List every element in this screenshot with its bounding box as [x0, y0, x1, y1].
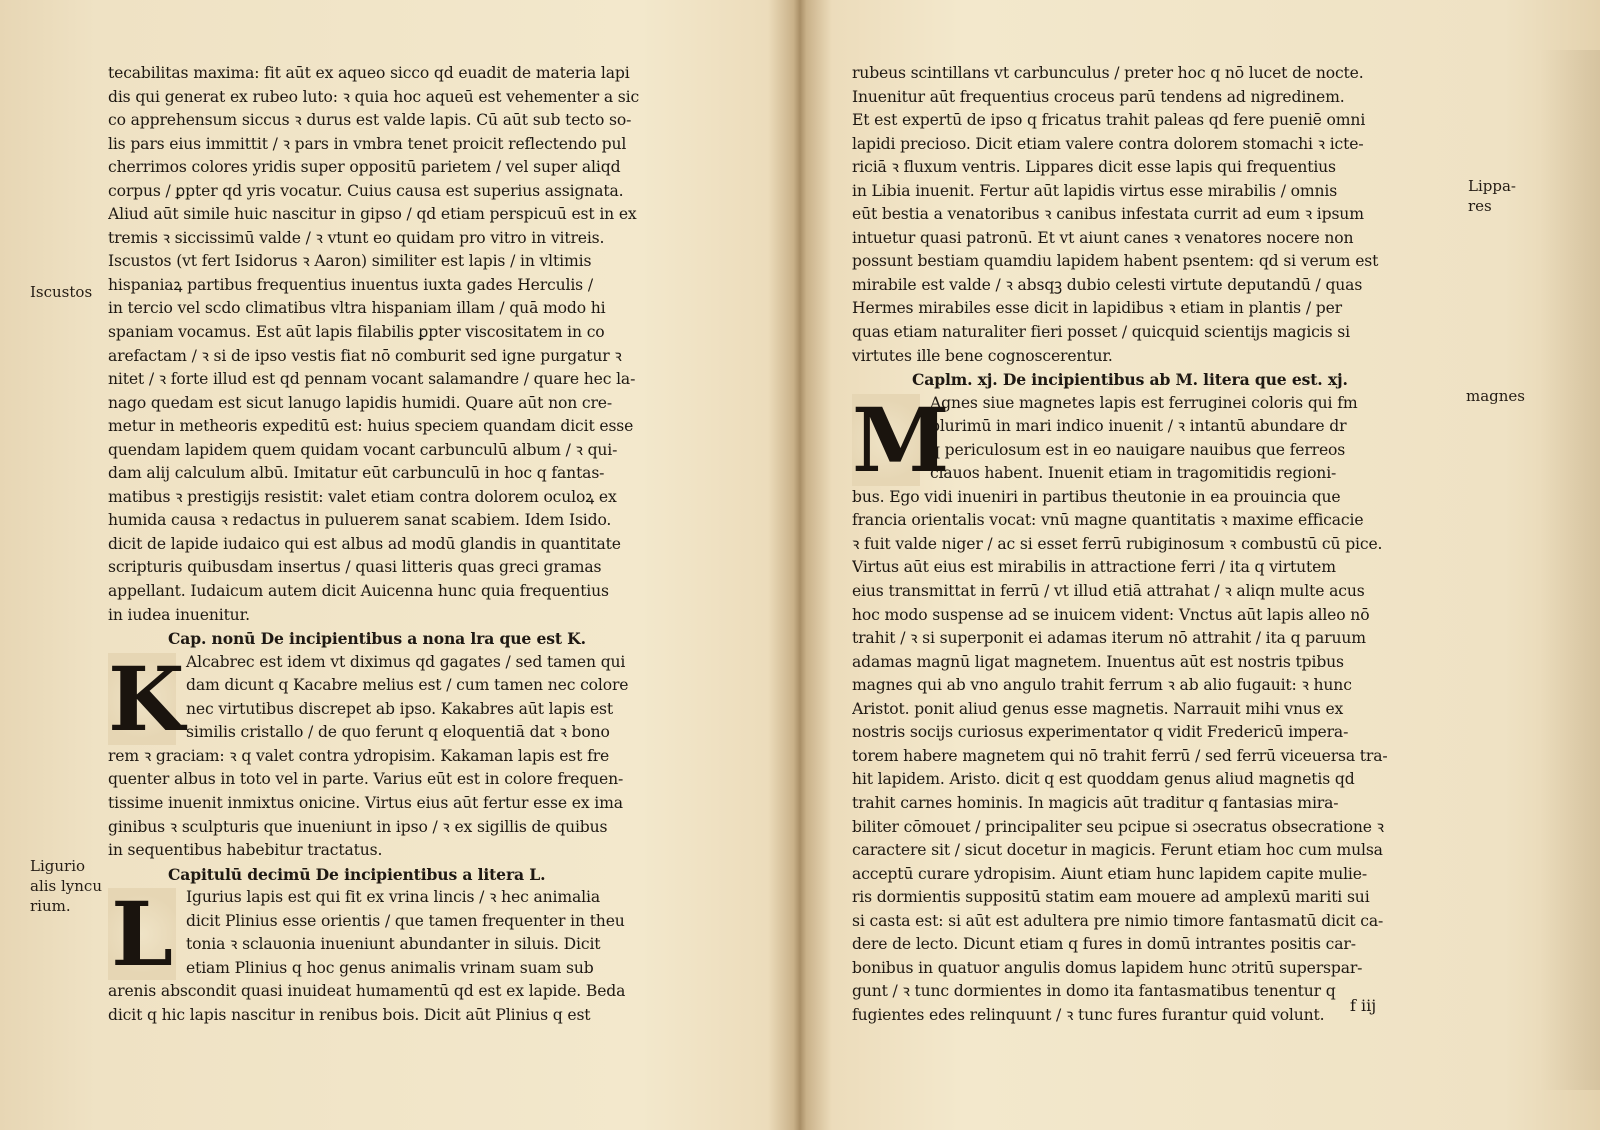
- text-line: virtutes ille bene cognoscerentur.: [852, 346, 1113, 365]
- text-line: magnes qui ab vno angulo trahit ferrum ꝛ ab alio fugauit: ꝛ hunc: [852, 676, 1352, 695]
- drop-cap-initial: L: [108, 888, 176, 980]
- text-line: hoc modo suspense ad se inuicem vident: Vnctus aūt lapis alleo nō: [852, 605, 1370, 624]
- text-line: in iudea inuenitur.: [108, 605, 250, 624]
- text-line: tecabilitas maxima: fit aūt ex aqueo sicco qd euadit de materia lapi: [108, 64, 630, 82]
- text-line: riciā ꝛ fluxum ventris. Lippares dicit esse lapis qui frequentius: [852, 158, 1336, 177]
- text-line: intuetur quasi patronū. Et vt aiunt canes ꝛ venatores nocere non: [852, 228, 1354, 247]
- text-line: fugientes edes relinquunt / ꝛ tunc fures furantur quid volunt.: [852, 1005, 1325, 1024]
- text-line: Inuenitur aūt frequentius croceus parū tendens ad nigredinem.: [852, 87, 1345, 106]
- text-line: Hermes mirabiles esse dicit in lapidibus ꝛ etiam in plantis / per: [852, 299, 1342, 318]
- text-line: Igurius lapis est qui fit ex vrina lincis / ꝛ hec animalia: [186, 888, 600, 907]
- text-line: possunt bestiam quamdiu lapidem habent psentem: qd si verum est: [852, 252, 1379, 271]
- text-line: eius transmittat in ferrū / vt illud etiā attrahat / ꝛ aliqn multe acus: [852, 582, 1365, 601]
- text-line: matibus ꝛ prestigijs resistit: valet etiam contra dolorem oculoꝝ ex: [108, 487, 617, 506]
- text-line: lis pars eius immittit / ꝛ pars in vmbra tenet proicit reflectendo pul: [108, 134, 627, 153]
- text-line: biliter cōmouet / principaliter seu pcipue si ɔsecratus obsecratione ꝛ: [852, 817, 1384, 836]
- next-page-edge: [1540, 50, 1600, 1090]
- text-line: caractere sit / sicut docetur in magicis. Ferunt etiam hoc cum mulsa: [852, 841, 1383, 860]
- text-line: tremis ꝛ siccissimū valde / ꝛ vtunt eo quidam pro vitro in vitreis.: [108, 228, 605, 247]
- text-line: ginibus ꝛ sculpturis que inueniunt in ipso / ꝛ ex sigillis de quibus: [108, 817, 608, 836]
- text-line: Alcabrec est idem vt diximus qd gagates / sed tamen qui: [186, 652, 626, 671]
- text-line: dam dicunt q Kacabre melius est / cum tamen nec colore: [186, 676, 629, 695]
- text-line: Aristot. ponit aliud genus esse magnetis. Narrauit mihi vnus ex: [852, 699, 1344, 718]
- text-line: appellant. Iudaicum autem dicit Auicenna hunc quia frequentius: [108, 582, 609, 601]
- text-line: Agnes siue magnetes lapis est ferruginei coloris qui fm: [930, 393, 1358, 412]
- drop-cap-initial: K: [108, 646, 185, 751]
- text-line: nostris socijs curiosus experimentator q vidit Fredericū impera-: [852, 723, 1349, 742]
- drop-cap-initial: M: [852, 387, 950, 492]
- text-line: acceptū curare ydropisim. Aiunt etiam hunc lapidem capite mulie-: [852, 864, 1367, 883]
- margin-note-magnes: magnes: [1466, 387, 1526, 405]
- chapter-heading: Caplm. xj. De incipientibus ab M. litera que est. xj.: [912, 370, 1348, 390]
- text-line: torem habere magnetem qui nō trahit ferrū / sed ferrū viceuersa tra-: [852, 746, 1388, 765]
- text-line: quas etiam naturaliter fieri posset / quicquid scientijs magicis si: [852, 323, 1350, 342]
- text-line: etiam Plinius q hoc genus animalis vrinam suam sub: [186, 958, 594, 977]
- text-line: rem ꝛ graciam: ꝛ q valet contra ydropisim. Kakaman lapis est fre: [108, 746, 610, 765]
- text-line: dere de lecto. Dicunt etiam q fures in domū intrantes positis car-: [852, 935, 1356, 954]
- text-line: eūt bestia a venatoribus ꝛ canibus infestata currit ad eum ꝛ ipsum: [852, 205, 1364, 224]
- text-line: nec virtutibus discrepet ab ipso. Kakabres aūt lapis est: [186, 699, 614, 718]
- text-line: trahit / ꝛ si superponit ei adamas iterum nō attrahit / ita q paruum: [852, 629, 1366, 648]
- chapter-heading: Cap. nonū De incipientibus a nona lra que est K.: [168, 629, 586, 649]
- text-line: tissime inuenit inmixtus onicine. Virtus eius aūt fertur esse ex ima: [108, 793, 623, 812]
- text-line: nago quedam est sicut lanugo lapidis humidi. Quare aūt non cre-: [108, 393, 613, 412]
- text-line: dam alij calculum albū. Imitatur eūt carbunculū in hoc q fantas-: [108, 464, 605, 483]
- text-line: dicit de lapide iudaico qui est albus ad modū glandis in quantitate: [108, 534, 621, 553]
- text-line: in sequentibus habebitur tractatus.: [108, 841, 383, 860]
- text-line: metur in metheoris expeditū est: huius speciem quandam dicit esse: [108, 417, 634, 436]
- text-line: si casta est: si aūt est adultera pre nimio timore fantasmatū dicit ca-: [852, 911, 1384, 930]
- text-line: in tercio vel scdo climatibus vltra hispaniam illam / quā modo hi: [108, 299, 606, 318]
- text-line: ris dormientis suppositū statim eam mouere ad amplexū mariti sui: [852, 888, 1370, 907]
- text-line: spaniam vocamus. Est aūt lapis filabilis ꝑpter viscositatem in co: [108, 323, 605, 342]
- text-line: bonibus in quatuor angulis domus lapidem hunc ɔtritū superspar-: [852, 958, 1363, 977]
- text-line: similis cristallo / de quo ferunt q eloquentiā dat ꝛ bono: [186, 723, 610, 742]
- left-text-column: [108, 62, 723, 1027]
- folio-signature: f iij: [1350, 996, 1377, 1015]
- text-line: rubeus scintillans vt carbunculus / preter hoc q nō lucet de nocte.: [852, 64, 1364, 82]
- right-text-column: [852, 62, 1452, 1027]
- text-line: clauos habent. Inuenit etiam in tragomitidis regioni-: [930, 464, 1337, 483]
- text-line: plurimū in mari indico inuenit / ꝛ intantū abundare dr: [930, 417, 1347, 436]
- text-line: nitet / ꝛ forte illud est qd pennam vocant salamandre / quare hec la-: [108, 370, 636, 389]
- text-line: hispaniaꝝ partibus frequentius inuentus iuxta gades Herculis /: [108, 275, 593, 294]
- text-line: corpus / ꝑpter qd yris vocatur. Cuius causa est superius assignata.: [108, 181, 624, 200]
- text-line: humida causa ꝛ redactus in puluerem sanat scabiem. Idem Isido.: [108, 511, 612, 530]
- margin-note-lippares: Lippa- res: [1468, 177, 1516, 215]
- text-line: bus. Ego vidi inueniri in partibus theutonie in ea prouincia que: [852, 487, 1341, 506]
- text-line: q periculosum est in eo nauigare nauibus que ferreos: [930, 440, 1346, 459]
- right-page: [790, 0, 1600, 1130]
- text-line: gunt / ꝛ tunc dormientes in domo ita fantasmatibus tenentur q: [852, 982, 1336, 1001]
- text-line: tonia ꝛ sclauonia inueniunt abundanter in siluis. Dicit: [186, 935, 601, 954]
- text-line: dis qui generat ex rubeo luto: ꝛ quia hoc aqueū est vehementer a sic: [108, 87, 640, 106]
- text-line: dicit Plinius esse orientis / que tamen frequenter in theu: [186, 911, 625, 930]
- text-line: cherrimos colores yridis super oppositū parietem / vel super aliqd: [108, 158, 621, 177]
- chapter-heading: Capitulū decimū De incipientibus a litera L.: [168, 864, 546, 884]
- text-line: Iscustos (vt fert Isidorus ꝛ Aaron) similiter est lapis / in vltimis: [108, 252, 592, 271]
- text-line: Aliud aūt simile huic nascitur in gipso / qd etiam perspicuū est in ex: [108, 205, 637, 224]
- text-line: in Libia inuenit. Fertur aūt lapidis virtus esse mirabilis / omnis: [852, 181, 1338, 200]
- text-line: Et est expertū de ipso q fricatus trahit paleas qd fere pueniē omni: [852, 111, 1366, 130]
- text-line: lapidi precioso. Dicit etiam valere contra dolorem stomachi ꝛ icte-: [852, 134, 1364, 153]
- left-page: [0, 0, 790, 1130]
- text-line: adamas magnū ligat magnetem. Inuentus aūt est nostris tpibus: [852, 652, 1344, 671]
- text-line: quendam lapidem quem quidam vocant carbunculū album / ꝛ qui-: [108, 440, 618, 459]
- text-line: ꝛ fuit valde niger / ac si esset ferrū rubiginosum ꝛ combustū cū pice.: [852, 534, 1383, 553]
- text-line: arefactam / ꝛ si de ipso vestis fiat nō comburit sed igne purgatur ꝛ: [108, 346, 622, 365]
- text-line: mirabile est valde / ꝛ absqꝫ dubio celesti virtute deputandū / quas: [852, 275, 1363, 294]
- text-line: scripturis quibusdam insertus / quasi litteris quas greci gramas: [108, 558, 602, 577]
- text-line: francia orientalis vocat: vnū magne quantitatis ꝛ maxime efficacie: [852, 511, 1364, 530]
- text-line: dicit q hic lapis nascitur in renibus bois. Dicit aūt Plinius q est: [108, 1005, 591, 1024]
- text-line: hit lapidem. Aristo. dicit q est quoddam genus aliud magnetis qd: [852, 770, 1355, 789]
- text-line: trahit carnes hominis. In magicis aūt traditur q fantasias mira-: [852, 793, 1339, 812]
- text-line: Virtus aūt eius est mirabilis in attractione ferri / ita q virtutem: [852, 558, 1336, 577]
- margin-note-iscustos: Iscustos: [30, 283, 93, 301]
- text-line: co apprehensum siccus ꝛ durus est valde lapis. Cū aūt sub tecto so-: [108, 111, 632, 130]
- text-line: arenis abscondit quasi inuideat humamentū qd est ex lapide. Beda: [108, 982, 626, 1001]
- text-line: quenter albus in toto vel in parte. Varius eūt est in colore frequen-: [108, 770, 624, 789]
- margin-note-ligurius: Ligurio alis lyncu rium.: [30, 857, 102, 915]
